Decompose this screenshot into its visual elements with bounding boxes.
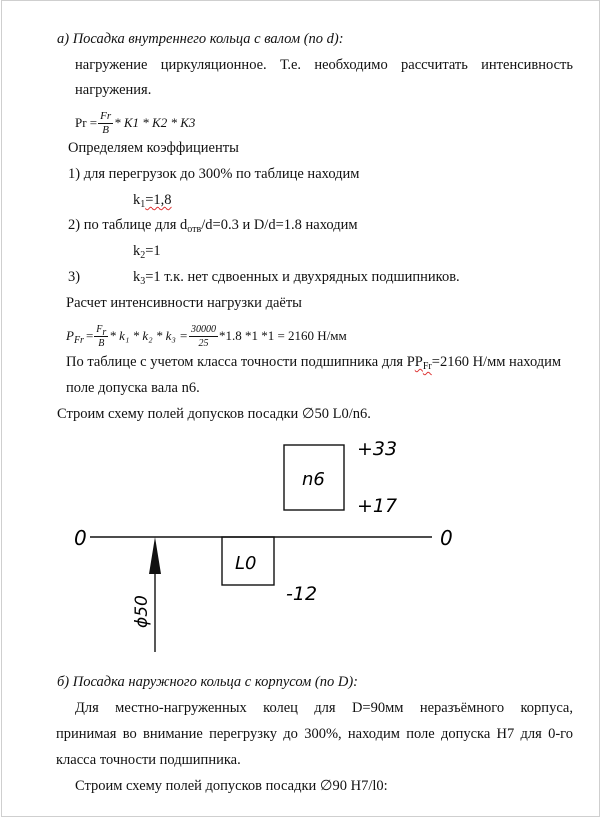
k1-value: =1,8	[145, 192, 172, 208]
formula-pr-lhs: Pr =	[75, 115, 98, 130]
zero-right-label: 0	[440, 526, 453, 550]
k1-sub: 1	[140, 199, 146, 210]
formula2-den1: B	[98, 337, 105, 349]
step1-text: 1) для перегрузок до 300% по таблице находим	[68, 166, 360, 182]
k3-value: =1 т.к. нет сдвоенных и двухрядных подшипников.	[145, 269, 460, 285]
table-text-sub: Fr	[422, 361, 432, 372]
section-a-heading: а) Посадка внутреннего кольца с валом (по d):	[57, 31, 344, 47]
formula2-rest: *1.8 *1 *1 = 2160 Н/мм	[218, 328, 347, 343]
k1-label: k	[133, 192, 141, 208]
section-b-para-line3: класса точности подшипника.	[56, 752, 241, 768]
step2-sub: отв	[187, 224, 202, 235]
formula2-mid: * k₁ * k₂ * k₃ =	[109, 328, 188, 343]
k2-sub: 2	[140, 250, 146, 261]
table-text-a: По таблице с учетом класса точности подшипника для P	[66, 354, 415, 370]
upper-deviation-label: +33	[357, 438, 398, 460]
k3-sub: 3	[140, 276, 146, 287]
diameter-arrow-head	[149, 537, 161, 574]
coefficients-title: Определяем коэффициенты	[68, 140, 239, 156]
zero-left-label: 0	[74, 526, 87, 550]
formula-pr-denominator: B	[102, 123, 109, 136]
formula2-num2: 30000	[190, 323, 216, 335]
k2-label: k	[133, 243, 141, 259]
section-b-heading: б) Посадка наружного кольца с корпусом (по D):	[57, 674, 359, 690]
formula-pr-numerator: Fr	[100, 109, 112, 122]
l0-label: L0	[235, 553, 257, 574]
formula2-lhs-sub: Fr	[73, 335, 84, 346]
section-b-para-line1: Для местно-нагруженных колец для D=90мм неразъёмного корпуса,	[75, 700, 573, 716]
scheme-a-title: Строим схему полей допусков посадки ∅50 L0/n6.	[57, 406, 371, 422]
l0-deviation-label: -12	[286, 583, 318, 605]
scheme-b-title: Строим схему полей допусков посадки ∅90 H7/l0:	[75, 778, 388, 794]
formula2-num1-f: F	[96, 323, 103, 335]
k3-label: k	[133, 269, 141, 285]
formula-pr-rest: * K1 * K2 * K3	[114, 115, 196, 130]
k2-value: =1	[145, 243, 161, 259]
step2-text-b: /d=0.3 и D/d=1.8 находим	[201, 217, 358, 233]
table-text-p: P	[414, 354, 423, 370]
table-text-b: =2160 Н/мм находим	[431, 354, 562, 370]
formula2-eq: =	[85, 328, 94, 343]
lower-deviation-label: +17	[357, 495, 398, 517]
formula2-den2: 25	[198, 337, 209, 349]
step2-text-a: 2) по таблице для d	[68, 217, 188, 233]
formula2-num1-sub: r	[102, 326, 107, 338]
calc-title: Расчет интенсивности нагрузки даёты	[66, 295, 302, 311]
diameter-label: ϕ50	[132, 595, 152, 628]
table-text-line2: поле допуска вала n6.	[66, 380, 200, 396]
step3-number: 3)	[68, 269, 81, 285]
formula2-lhs-p: P	[66, 328, 74, 343]
n6-label: n6	[302, 469, 325, 490]
load-text-part2: нагружения.	[75, 82, 152, 98]
load-text-part1: нагружение циркуляционное. Т.е. необходимо рассчитать интенсивность	[75, 57, 573, 73]
section-b-para-line2: принимая во внимание перегрузку до 300%, находим поле допуска H7 для 0-го	[56, 726, 573, 742]
